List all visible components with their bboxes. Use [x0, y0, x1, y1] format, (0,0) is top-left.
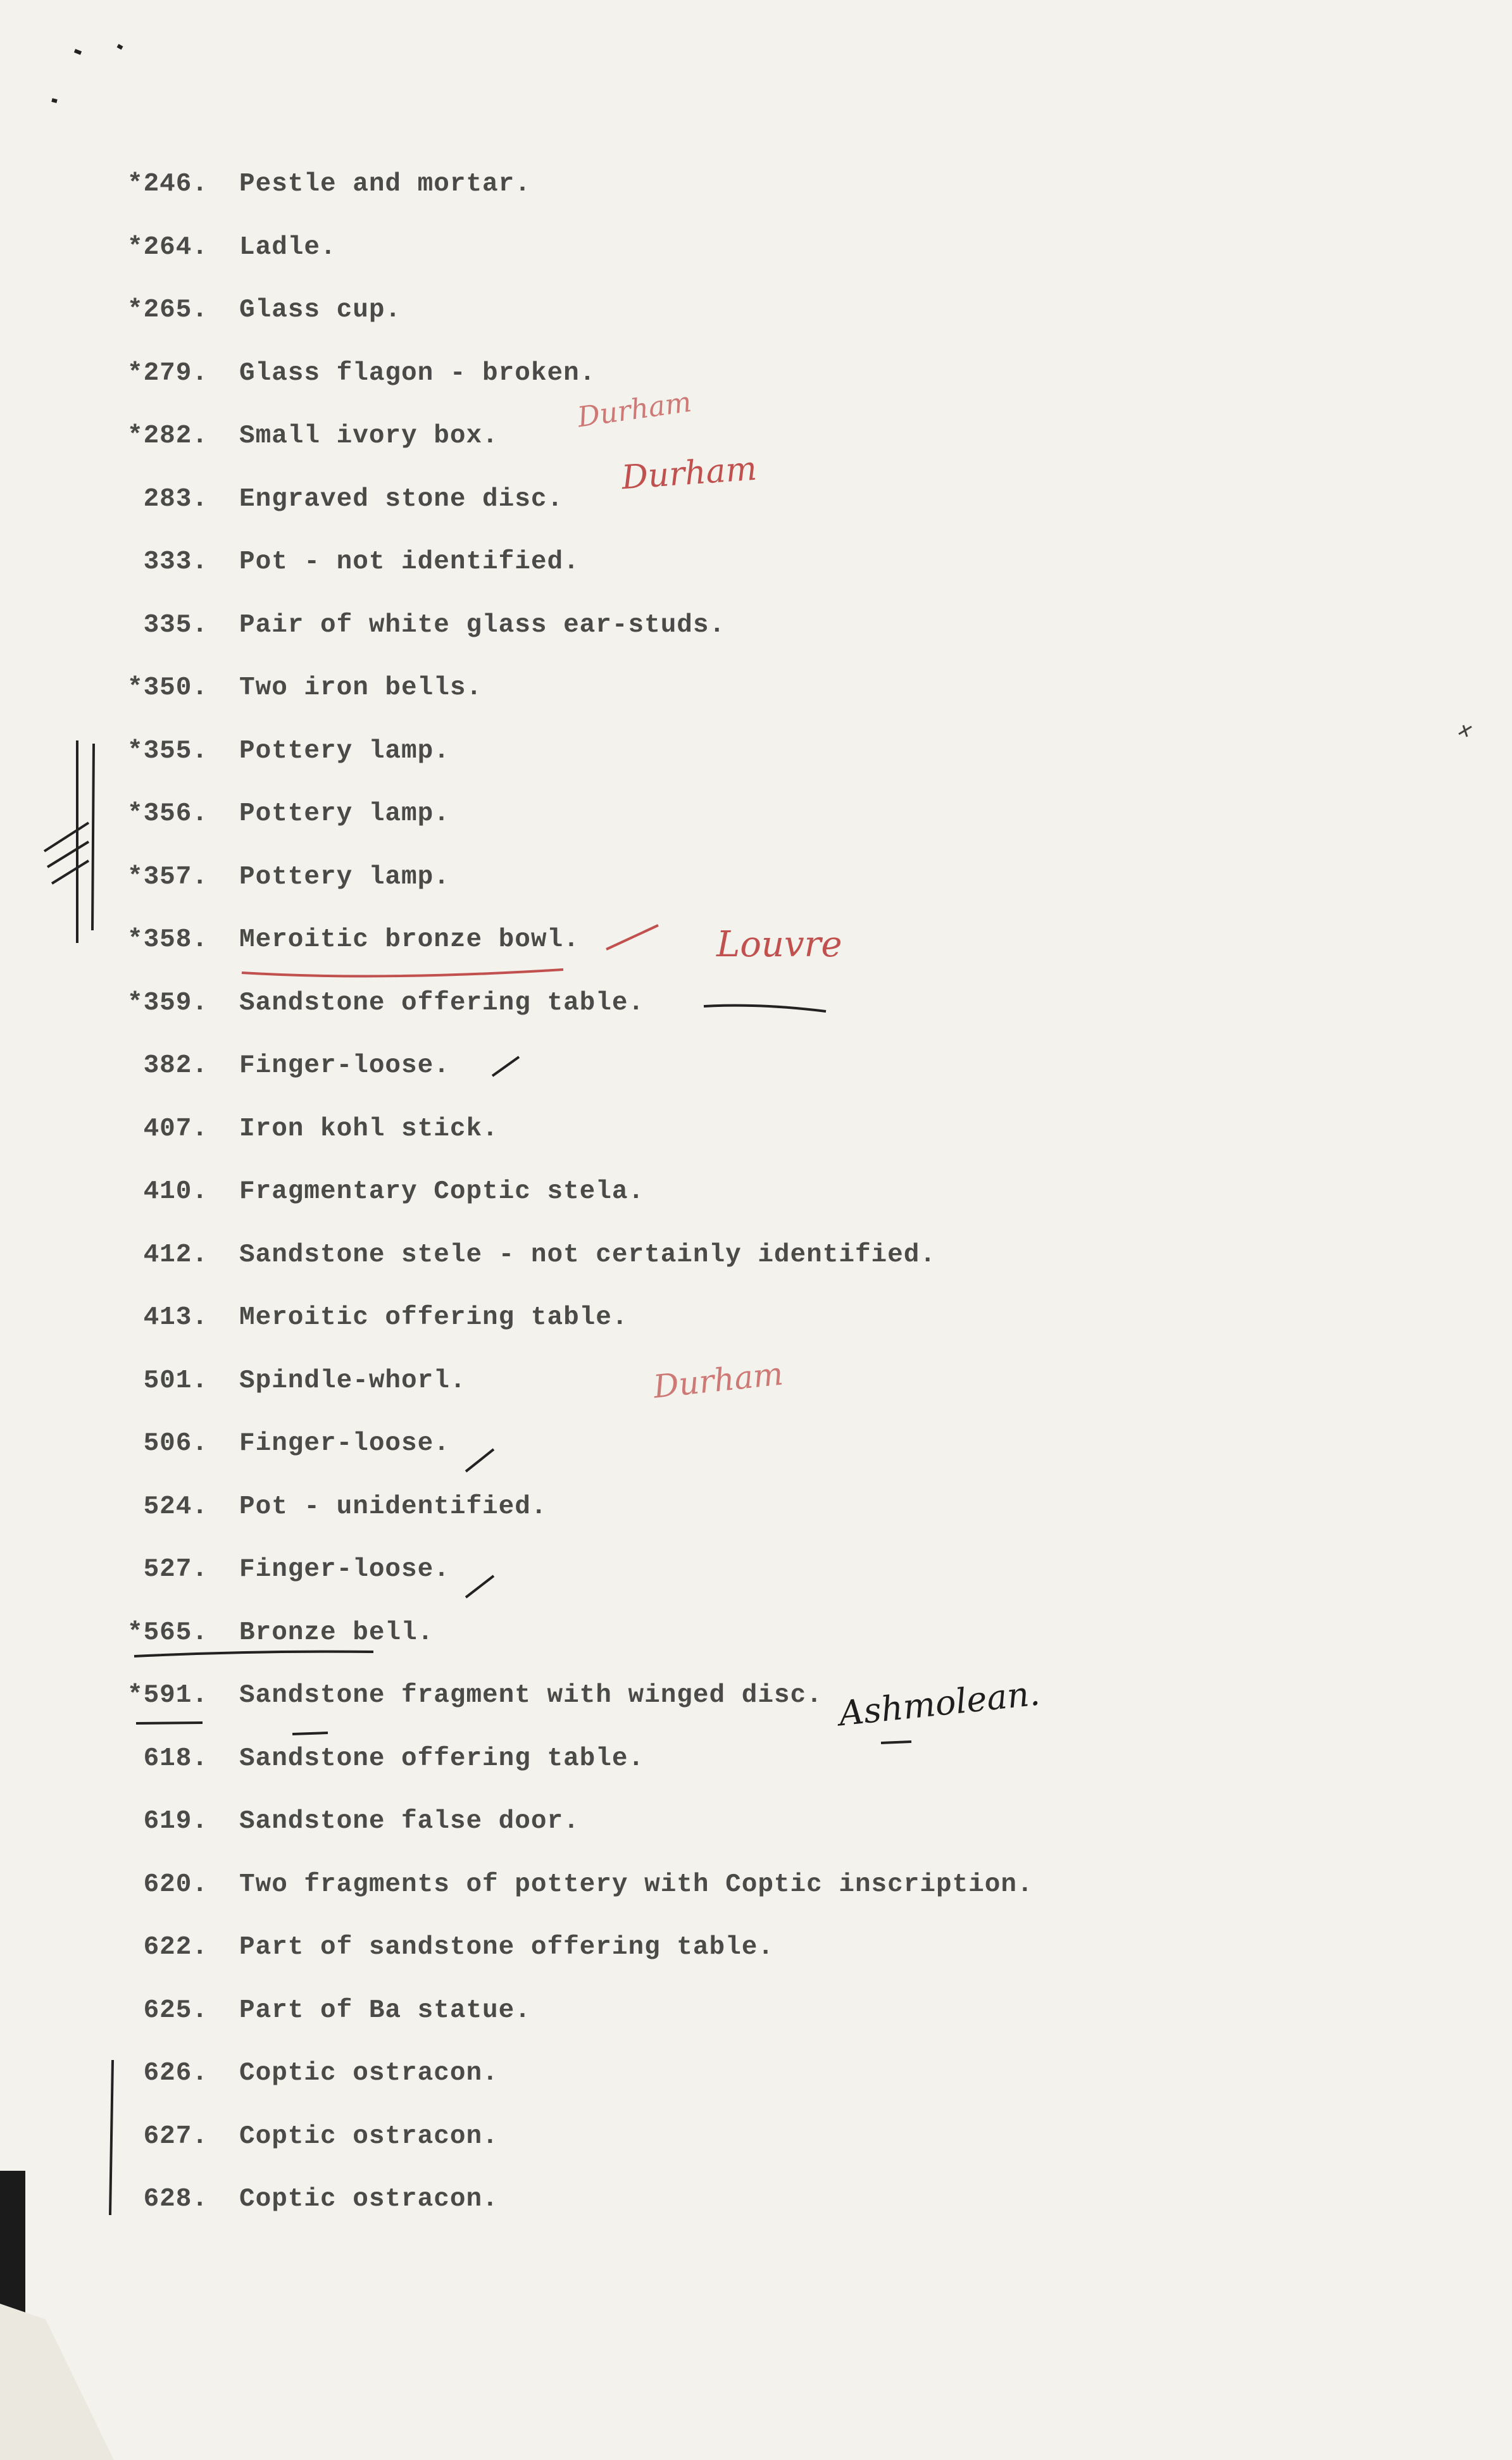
item-description: Sandstone stele - not certainly identified.	[239, 1240, 936, 1270]
item-description: Small ivory box.	[239, 421, 499, 451]
item-description: Meroitic offering table.	[239, 1303, 628, 1332]
list-item	[0, 296, 1512, 334]
item-number: *357.	[127, 862, 208, 892]
item-number: 628.	[143, 2185, 208, 2214]
item-number: 335.	[143, 610, 208, 640]
item-description: Two fragments of pottery with Coptic inscription.	[239, 1870, 1034, 1899]
item-description: Finger-loose.	[239, 1051, 450, 1080]
item-description: Sandstone fragment with winged disc.	[239, 1681, 823, 1710]
list-item	[0, 170, 1512, 208]
item-number: 620.	[143, 1870, 208, 1899]
list-item	[0, 673, 1512, 711]
list-item	[0, 1177, 1512, 1215]
item-number: 333.	[143, 547, 208, 577]
item-description: Fragmentary Coptic stela.	[239, 1177, 645, 1206]
item-number: *591.	[127, 1681, 208, 1710]
torn-corner	[0, 2304, 114, 2460]
list-item	[0, 611, 1512, 649]
list-item	[0, 1996, 1512, 2034]
list-item	[0, 989, 1512, 1027]
item-number: 527.	[143, 1555, 208, 1584]
list-item	[0, 485, 1512, 523]
item-number: *355.	[127, 736, 208, 766]
list-item	[0, 1555, 1512, 1593]
item-number: 382.	[143, 1051, 208, 1080]
item-description: Spindle-whorl.	[239, 1366, 466, 1395]
item-description: Pair of white glass ear-studs.	[239, 610, 726, 640]
list-item	[0, 1870, 1512, 1908]
list-item	[0, 1618, 1512, 1656]
list-item	[0, 233, 1512, 271]
item-description: Pottery lamp.	[239, 862, 450, 892]
item-number: *356.	[127, 799, 208, 828]
item-number: *265.	[127, 296, 208, 325]
item-number: 622.	[143, 1933, 208, 1962]
handwritten-note-durham-1: Durham	[575, 385, 694, 434]
black-dash-591	[292, 1733, 328, 1734]
item-description: Glass flagon - broken.	[239, 358, 596, 388]
item-description: Iron kohl stick.	[239, 1114, 499, 1144]
handwritten-note-louvre: Louvre	[716, 924, 842, 965]
list-item	[0, 737, 1512, 775]
handwritten-note-durham-2: Durham	[620, 449, 758, 497]
item-description: Ladle.	[239, 232, 337, 262]
list-item	[0, 2122, 1512, 2160]
handwritten-note-durham-3: Durham	[651, 1355, 785, 1406]
list-item	[0, 1492, 1512, 1530]
list-item	[0, 1429, 1512, 1467]
list-item	[0, 359, 1512, 397]
item-description: Engraved stone disc.	[239, 484, 564, 514]
item-number: *358.	[127, 925, 208, 954]
item-description: Sandstone false door.	[239, 1807, 580, 1836]
item-description: Part of sandstone offering table.	[239, 1933, 774, 1962]
item-number: 506.	[143, 1429, 208, 1458]
item-number: *264.	[127, 232, 208, 262]
item-description: Finger-loose.	[239, 1429, 450, 1458]
item-number: 625.	[143, 1995, 208, 2025]
list-item	[0, 1744, 1512, 1782]
item-description: Pottery lamp.	[239, 736, 450, 766]
list-item	[0, 1114, 1512, 1152]
item-description: Pot - unidentified.	[239, 1492, 547, 1521]
item-description: Part of Ba statue.	[239, 1995, 531, 2025]
item-number: *359.	[127, 988, 208, 1018]
item-description: Sandstone offering table.	[239, 1744, 645, 1773]
item-number: *246.	[127, 170, 208, 199]
item-number: 501.	[143, 1366, 208, 1395]
item-number: *279.	[127, 358, 208, 388]
list-item	[0, 547, 1512, 585]
red-underline-bronze-bowl	[242, 970, 563, 976]
item-number: *565.	[127, 1618, 208, 1647]
list-item	[0, 1240, 1512, 1278]
item-number: *282.	[127, 421, 208, 451]
list-item	[0, 1681, 1512, 1719]
handwritten-note-ashmolean: Ashmolean.	[837, 1673, 1042, 1734]
item-number: 407.	[143, 1114, 208, 1144]
list-item	[0, 799, 1512, 837]
pencil-mark-right	[1459, 725, 1471, 737]
item-description: Meroitic bronze bowl.	[239, 925, 580, 954]
black-underline-ashmolean	[881, 1742, 911, 1743]
item-description: Coptic ostracon.	[239, 2059, 499, 2088]
item-number: 626.	[143, 2059, 208, 2088]
item-number: 410.	[143, 1177, 208, 1206]
item-description: Two iron bells.	[239, 673, 483, 702]
item-number: 413.	[143, 1303, 208, 1332]
item-number: 524.	[143, 1492, 208, 1521]
list-item	[0, 1303, 1512, 1341]
ink-speck	[52, 46, 122, 101]
item-number: 618.	[143, 1744, 208, 1773]
item-number: 412.	[143, 1240, 208, 1270]
list-item	[0, 1807, 1512, 1845]
item-description: Finger-loose.	[239, 1555, 450, 1584]
list-item	[0, 2185, 1512, 2223]
item-description: Pestle and mortar.	[239, 170, 531, 199]
item-number: 283.	[143, 484, 208, 514]
list-item	[0, 1051, 1512, 1089]
item-description: Glass cup.	[239, 296, 402, 325]
item-description: Sandstone offering table.	[239, 988, 645, 1018]
item-description: Pottery lamp.	[239, 799, 450, 828]
list-item	[0, 421, 1512, 459]
item-description: Bronze bell.	[239, 1618, 434, 1647]
item-description: Coptic ostracon.	[239, 2185, 499, 2214]
item-description: Pot - not identified.	[239, 547, 580, 577]
list-item	[0, 2059, 1512, 2097]
list-item	[0, 1933, 1512, 1971]
item-number: 619.	[143, 1807, 208, 1836]
item-description: Coptic ostracon.	[239, 2121, 499, 2151]
list-item	[0, 863, 1512, 901]
item-number: 627.	[143, 2121, 208, 2151]
item-number: *350.	[127, 673, 208, 702]
